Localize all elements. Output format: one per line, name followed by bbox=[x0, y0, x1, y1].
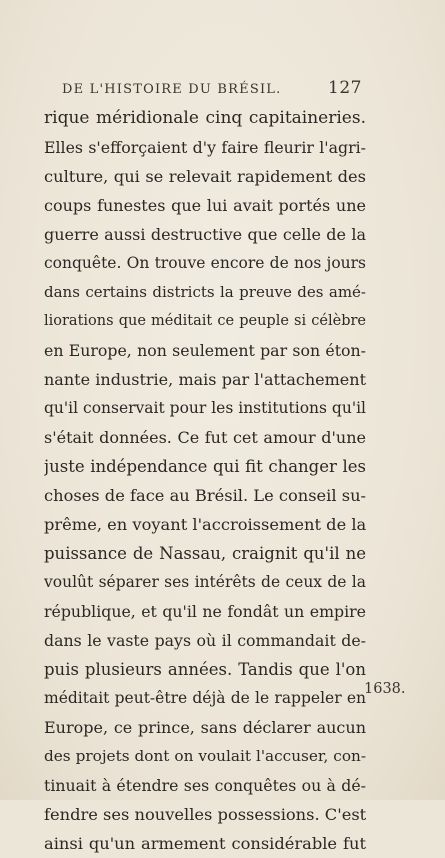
text-line: puis plusieurs années. Tandis que l'on bbox=[44, 660, 366, 679]
text-line: juste indépendance qui fit changer les bbox=[44, 457, 366, 476]
text-line: puissance de Nassau, craignit qu'il ne bbox=[44, 544, 366, 563]
running-header bbox=[62, 78, 362, 100]
text-line: des projets dont on voulait l'accuser, con- bbox=[44, 747, 366, 765]
margin-date: 1638. bbox=[364, 681, 406, 697]
text-line: choses de face au Brésil. Le conseil su- bbox=[44, 486, 366, 505]
running-title: DE L'HISTOIRE DU BRÉSIL. bbox=[62, 82, 282, 97]
text-line: fendre ses nouvelles possessions. C'est bbox=[44, 805, 366, 824]
text-line: coups funestes que lui avait portés une bbox=[44, 196, 366, 215]
text-line: conquête. On trouve encore de nos jours bbox=[44, 254, 366, 272]
text-line: Europe, ce prince, sans déclarer aucun bbox=[44, 718, 366, 737]
text-line: voulût séparer ses intérêts de ceux de la bbox=[44, 573, 366, 591]
text-line: prême, en voyant l'accroissement de la bbox=[44, 515, 366, 534]
text-line: Elles s'efforçaient d'y faire fleurir l'agri- bbox=[44, 138, 366, 157]
text-line: nante industrie, mais par l'attachement bbox=[44, 370, 366, 389]
text-line: tinuait à étendre ses conquêtes ou à dé- bbox=[44, 776, 366, 795]
text-line: méditait peut-être déjà de le rappeler en bbox=[44, 689, 366, 707]
text-line: dans le vaste pays où il commandait de- bbox=[44, 631, 366, 650]
text-line: dans certains districts la preuve des amé- bbox=[44, 283, 366, 301]
text-line: rique méridionale cinq capitaineries. bbox=[44, 108, 366, 128]
text-line: république, et qu'il ne fondât un empire bbox=[44, 602, 366, 621]
text-line: s'était données. Ce fut cet amour d'une bbox=[44, 428, 366, 447]
text-line: guerre aussi destructive que celle de la bbox=[44, 225, 366, 244]
text-line: liorations que méditait ce peuple si célèbre bbox=[44, 313, 366, 329]
text-line: qu'il conservait pour les institutions qu'il bbox=[44, 399, 366, 417]
text-line: ainsi qu'un armement considérable fut bbox=[44, 834, 366, 853]
page-number: 127 bbox=[328, 78, 362, 98]
body-text bbox=[44, 104, 366, 858]
text-line: culture, qui se relevait rapidement des bbox=[44, 167, 366, 186]
text-line: en Europe, non seulement par son éton- bbox=[44, 341, 366, 360]
